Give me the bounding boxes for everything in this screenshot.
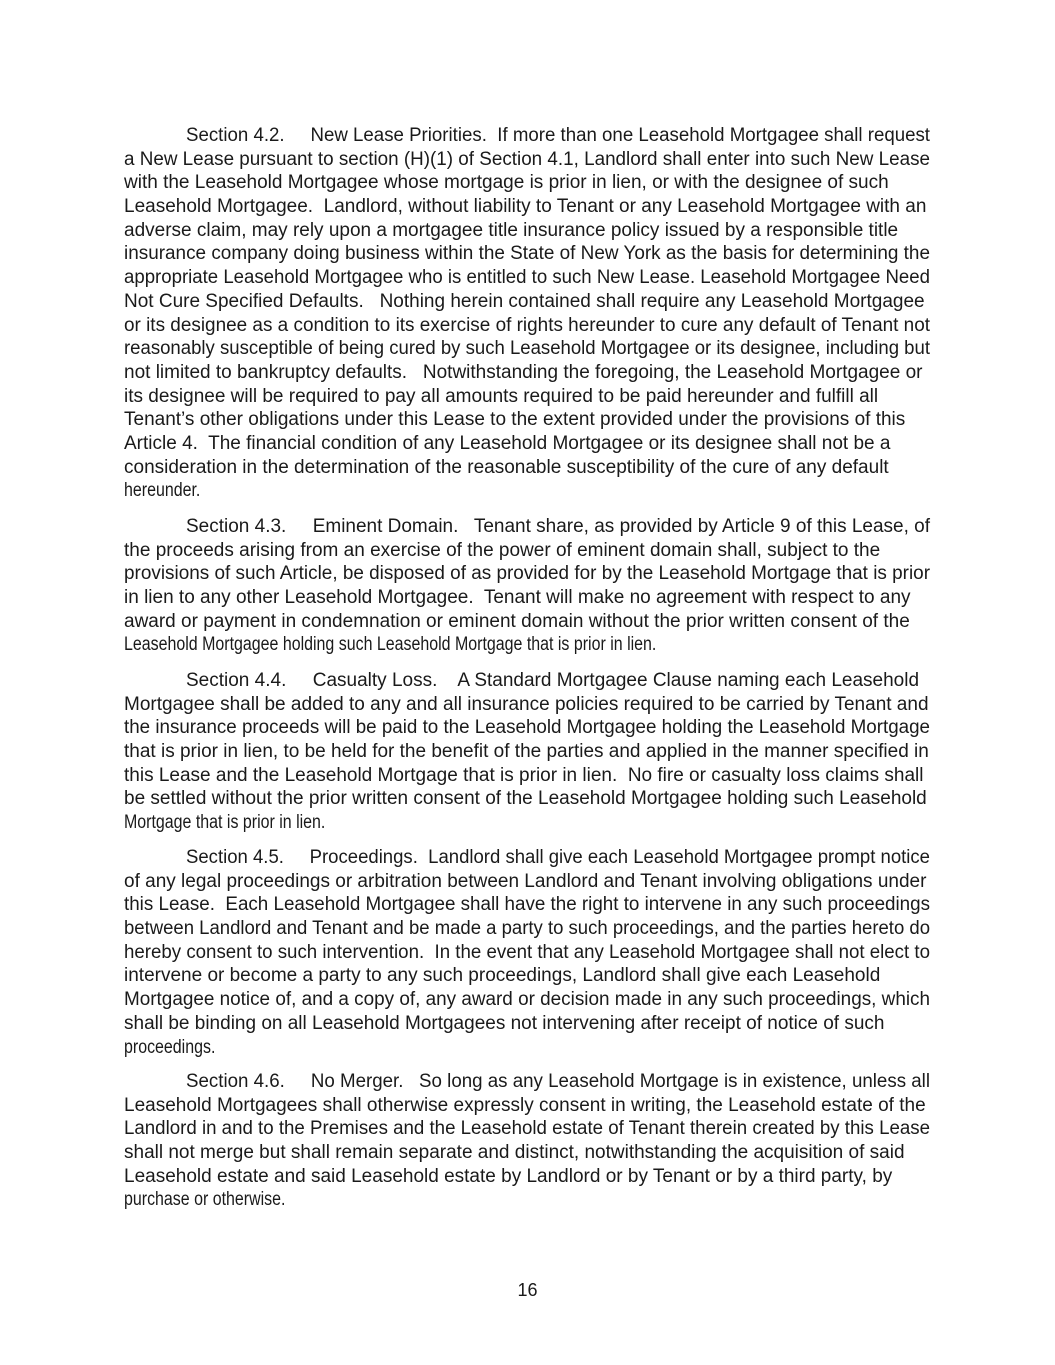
text-line (124, 1165, 930, 1189)
line-text: the insurance proceeds will be paid to the Leasehold Mortgagee holding the Leasehold Mortgage (124, 717, 930, 739)
line-text: a New Lease pursuant to section (H)(1) of Section 4.1, Landlord shall enter into such New Lease (124, 148, 930, 170)
section-4-2 (124, 124, 930, 503)
text-line (124, 669, 930, 693)
text-line (124, 1117, 930, 1141)
line-text: reasonably susceptible of being cured by such Leasehold Mortgagee or its designee, including but (124, 338, 930, 360)
text-line (124, 811, 930, 835)
line-text: Section 4.6. No Merger. So long as any Leasehold Mortgage is in existence, unless all (186, 1071, 930, 1092)
line-text: proceedings. (124, 1036, 216, 1058)
text-line (124, 870, 930, 894)
line-text: Mortgagee notice of, and a copy of, any award or decision made in any such proceedings, which (124, 989, 930, 1011)
line-text: hereby consent to such intervention. In the event that any Leasehold Mortgagee shall not elect to (124, 941, 930, 963)
line-text: this Lease. Each Leasehold Mortgagee shall have the right to intervene in any such proceedings (124, 894, 930, 916)
section-4-4 (124, 669, 930, 835)
text-line (124, 266, 930, 290)
line-text: or its designee as a condition to its exercise of rights hereunder to cure any default of Tenant not (124, 314, 930, 336)
text-line (124, 586, 930, 610)
line-text: Section 4.5. Proceedings. Landlord shall give each Leasehold Mortgagee prompt notice (186, 847, 930, 868)
text-line (124, 242, 930, 266)
section-4-3 (124, 515, 930, 657)
line-text: with the Leasehold Mortgagee whose mortgage is prior in lien, or with the designee of such (124, 172, 889, 194)
line-text: this Lease and the Leasehold Mortgage that is prior in lien. No fire or casualty loss claims shall (124, 764, 924, 786)
text-line (124, 124, 930, 148)
line-text: purchase or otherwise. (124, 1189, 286, 1211)
text-line (124, 385, 930, 409)
text-line (124, 290, 930, 314)
text-line (124, 1012, 930, 1036)
line-text: award or payment in condemnation or eminent domain without the prior written consent of the (124, 610, 910, 632)
line-text: between Landlord and Tenant and be made a party to such proceedings, and the parties hereto do (124, 918, 930, 940)
text-line (124, 633, 930, 657)
line-text: Mortgage that is prior in lien. (124, 812, 326, 834)
text-line (124, 1070, 930, 1094)
line-text: Article 4. The financial condition of any Leasehold Mortgagee or its designee shall not be a (124, 432, 891, 454)
line-text: Section 4.2. New Lease Priorities. If more than one Leasehold Mortgagee shall request (186, 125, 930, 146)
line-text: Tenant’s other obligations under this Lease to the extent provided under the provisions of this (124, 409, 906, 431)
text-line (124, 1188, 930, 1212)
text-line (124, 195, 930, 219)
page-number: 16 (517, 1280, 538, 1300)
line-text: adverse claim, may rely upon a mortgagee title insurance policy issued by a responsible title (124, 219, 899, 241)
text-line (124, 171, 930, 195)
text-line (124, 610, 930, 634)
line-text: appropriate Leasehold Mortgagee who is entitled to such New Lease. Leasehold Mortgagee Need (124, 267, 930, 289)
line-text: Landlord in and to the Premises and the Leasehold estate of Tenant therein created by this Lease (124, 1118, 930, 1140)
text-line (124, 693, 930, 717)
line-text: intervene or become a party to any such proceedings, Landlord shall give each Leasehold (124, 965, 881, 987)
line-text: shall be binding on all Leasehold Mortgagees not intervening after receipt of notice of such (124, 1012, 885, 1034)
line-text: Mortgagee shall be added to any and all insurance policies required to be carried by Tenant and (124, 693, 929, 715)
text-line (124, 219, 930, 243)
text-line (124, 787, 930, 811)
text-line (124, 716, 930, 740)
line-text: insurance company doing business within the State of New York as the basis for determining the (124, 243, 930, 265)
text-line (124, 893, 930, 917)
line-text: its designee will be required to pay all amounts required to be paid hereunder and fulfill all (124, 385, 879, 407)
text-line (124, 539, 930, 563)
section-4-5 (124, 846, 930, 1059)
text-line (124, 148, 930, 172)
line-text: not limited to bankruptcy defaults. Notwithstanding the foregoing, the Leasehold Mortgagee or (124, 361, 923, 383)
text-line (124, 1036, 930, 1060)
text-line (124, 432, 930, 456)
text-line (124, 515, 930, 539)
line-text: provisions of such Article, be disposed of as provided for by the Leasehold Mortgage that is prior (124, 563, 930, 585)
line-text: of any legal proceedings or arbitration between Landlord and Tenant involving obligations under (124, 870, 927, 892)
line-text: shall not merge but shall remain separate and distinct, notwithstanding the acquisition of said (124, 1142, 905, 1164)
line-text: in lien to any other Leasehold Mortgagee. Tenant will make no agreement with respect to any (124, 587, 911, 609)
line-text: Section 4.3. Eminent Domain. Tenant share, as provided by Article 9 of this Lease, of (186, 516, 930, 537)
text-line (124, 408, 930, 432)
text-line (124, 337, 930, 361)
text-line (124, 562, 930, 586)
text-line (124, 456, 930, 480)
line-text: Leasehold Mortgagee. Landlord, without liability to Tenant or any Leasehold Mortgagee with an (124, 196, 927, 218)
line-text: be settled without the prior written consent of the Leasehold Mortgagee holding such Leasehold (124, 788, 927, 810)
line-text: the proceeds arising from an exercise of the power of eminent domain shall, subject to the (124, 539, 881, 561)
text-line (124, 917, 930, 941)
line-text: hereunder. (124, 480, 201, 502)
line-text: Leasehold Mortgagees shall otherwise expressly consent in writing, the Leasehold estate of the (124, 1094, 926, 1116)
line-text: Not Cure Specified Defaults. Nothing herein contained shall require any Leasehold Mortgagee (124, 290, 925, 312)
text-line (124, 988, 930, 1012)
text-line (124, 1141, 930, 1165)
text-line (124, 361, 930, 385)
line-text: that is prior in lien, to be held for the benefit of the parties and applied in the manner specified in (124, 741, 929, 763)
text-line (124, 764, 930, 788)
line-text: Leasehold Mortgagee holding such Leasehold Mortgage that is prior in lien. (124, 634, 657, 656)
text-line (124, 941, 930, 965)
line-text: Section 4.4. Casualty Loss. A Standard Mortgagee Clause naming each Leasehold (186, 670, 920, 691)
text-line (124, 314, 930, 338)
text-line (124, 846, 930, 870)
line-text: Leasehold estate and said Leasehold estate by Landlord or by Tenant or by a third party, by (124, 1165, 893, 1187)
text-line (124, 740, 930, 764)
line-text: consideration in the determination of the reasonable susceptibility of the cure of any default (124, 456, 889, 478)
text-line (124, 1094, 930, 1118)
text-line (124, 479, 930, 503)
text-line (124, 964, 930, 988)
section-4-6 (124, 1070, 930, 1212)
